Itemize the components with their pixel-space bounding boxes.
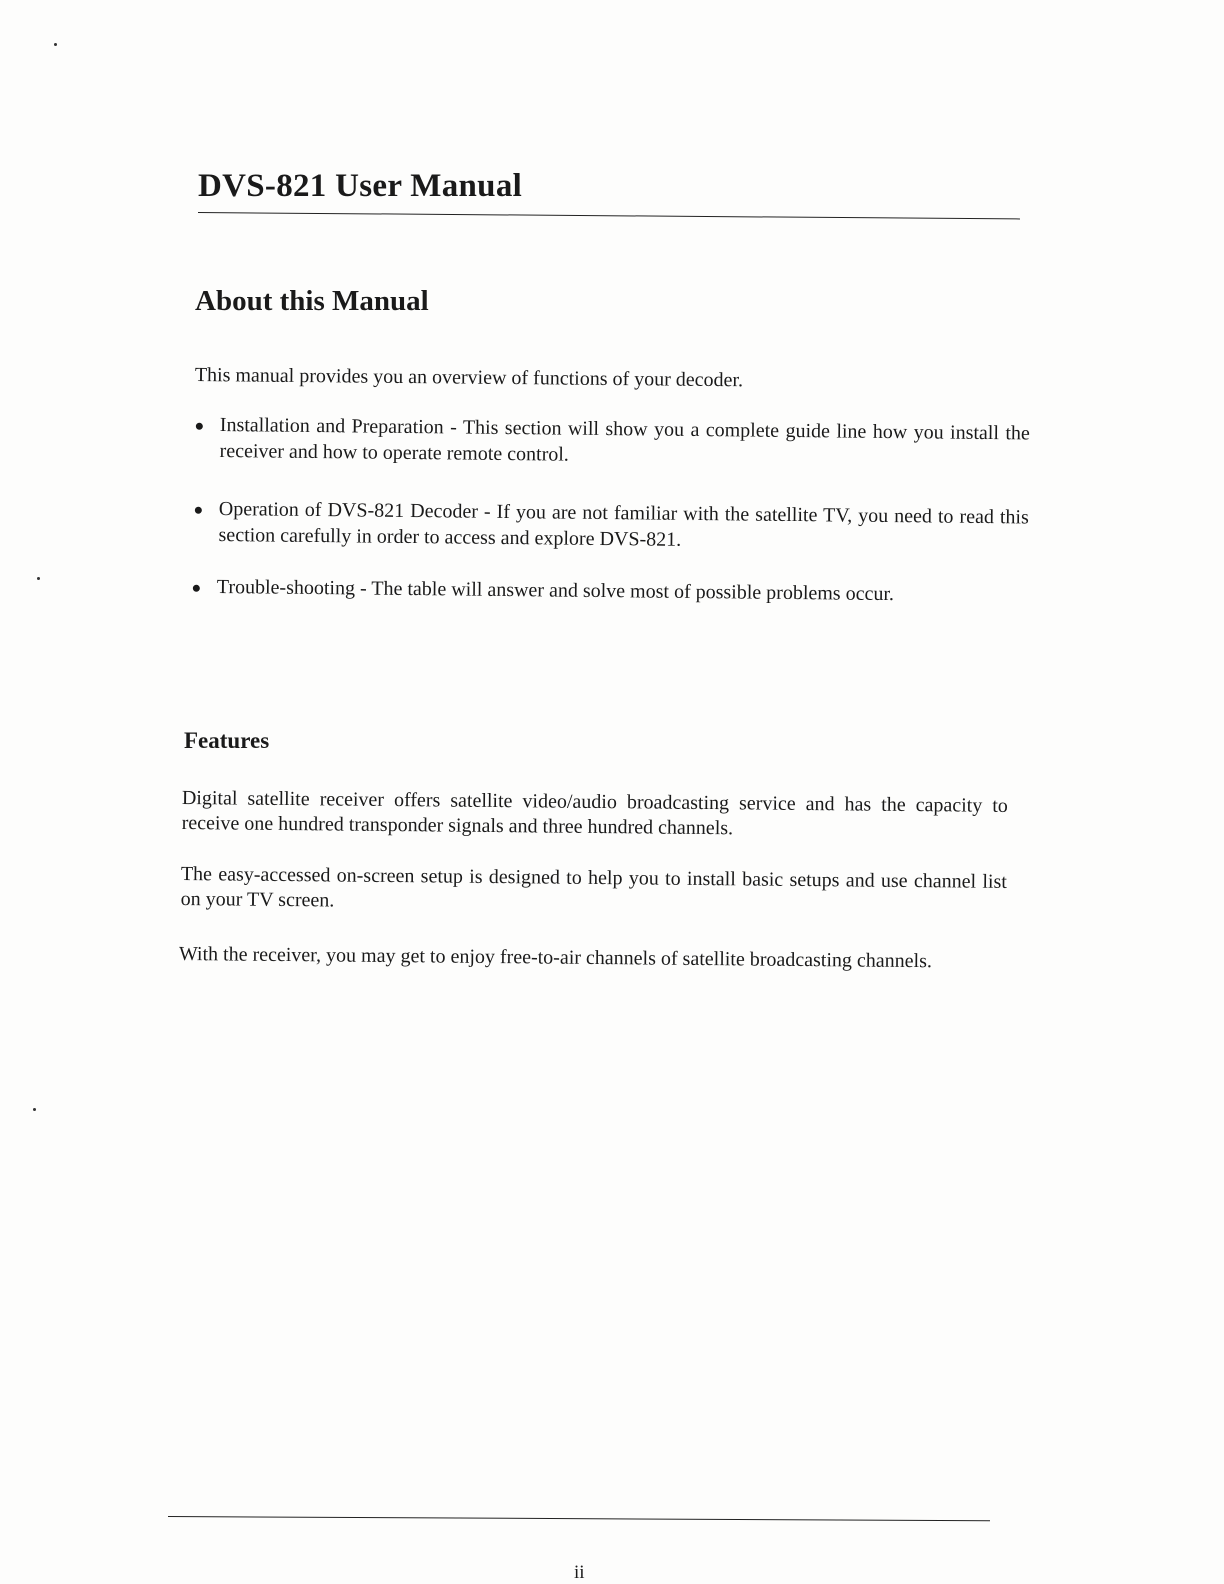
list-item [219,412,1030,472]
bullet-icon [193,585,200,592]
features-paragraph: The easy-accessed on-screen setup is designed to help you to install basic setups and use channel list on your TV screen. [180,862,1007,912]
document-title: DVS-821 User Manual [198,168,523,204]
about-heading: About this Manual [195,285,429,317]
about-intro: This manual provides you an overview of functions of your decoder. [194,363,744,392]
scan-speck [33,1108,36,1111]
features-paragraph: With the receiver, you may get to enjoy free-to-air channels of satellite broadcasting channels. [178,942,933,973]
features-heading: Features [184,728,270,753]
scan-speck [37,577,40,580]
list-item-text: Operation of DVS-821 Decoder - If you are not familiar with the satellite TV, you need to read this section carefully in order to access and explore DVS-821. [218,497,1029,551]
footer-divider [168,1516,990,1521]
bullet-icon [195,507,202,514]
title-divider [198,212,1020,219]
features-paragraph: Digital satellite receiver offers satellite video/audio broadcasting service and has the capacity to receive one hundred transponder signals and three hundred channels. [181,786,1008,840]
bullet-icon [196,423,203,430]
list-item [217,574,1017,608]
page-number: ii [574,1562,585,1583]
list-item [218,496,1029,556]
list-item-text: Installation and Preparation - This section will show you a complete guide line how you install the receiver and how to operate remote control. [219,413,1030,466]
scan-speck [54,43,57,46]
list-item-text: Trouble-shooting - The table will answer and solve most of possible problems occur. [216,575,895,606]
